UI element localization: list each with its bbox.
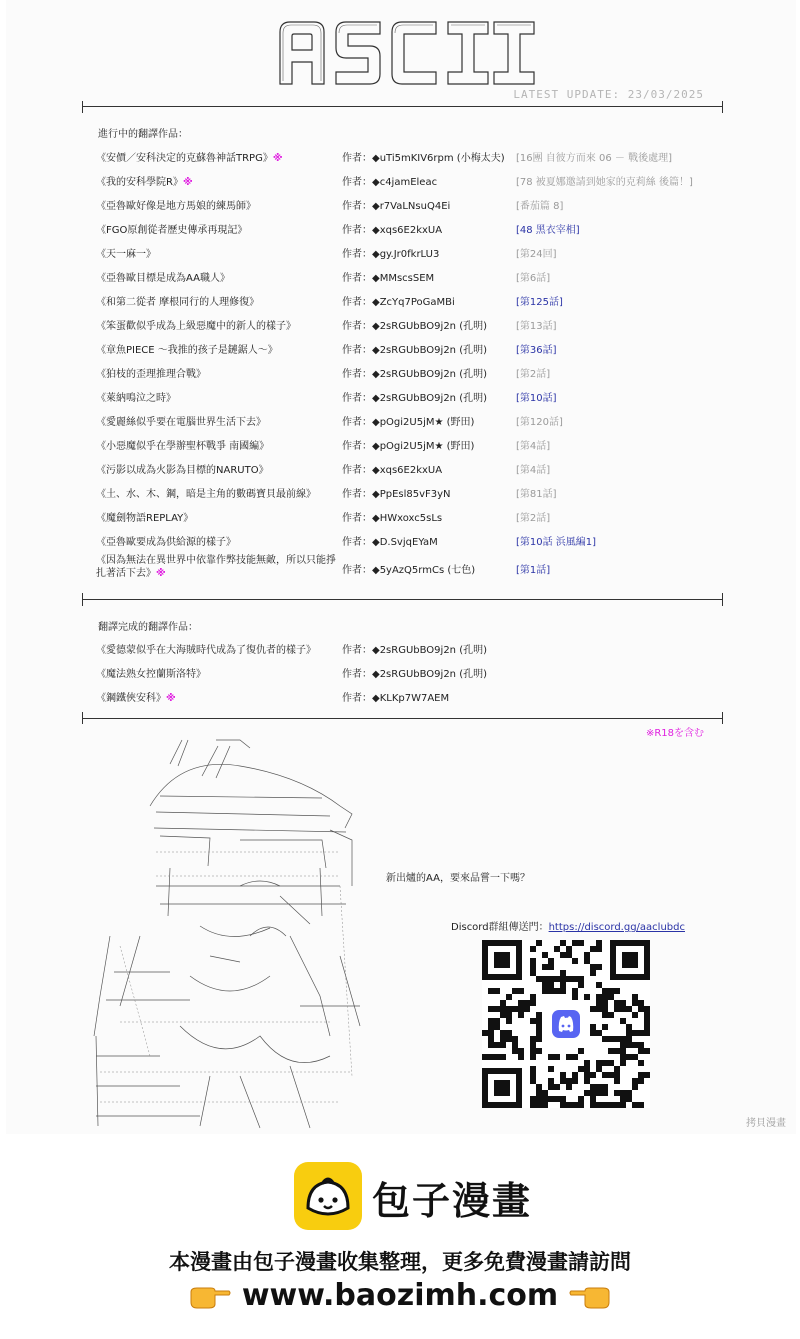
r18-mark: ※: [182, 177, 193, 188]
completed-title: 翻譯完成的翻譯作品：: [98, 622, 198, 633]
footer-url-row: [0, 1278, 800, 1313]
work-progress: [第24回]: [516, 249, 557, 260]
work-title-text: 《和第二從者 摩根同行的人理修復》: [96, 297, 260, 308]
work-title-text: 《小惡魔似乎在學辦聖杯戰爭 南國編》: [96, 441, 270, 452]
work-author: 作者：◆r7VaLNsuQ4Ei: [342, 201, 451, 212]
work-author: 作者：◆pOgi2U5jM★ (野田): [342, 417, 475, 428]
work-title[interactable]: [96, 197, 336, 212]
work-title[interactable]: [96, 509, 336, 524]
index-sheet: [6, 0, 796, 1134]
list-item: [96, 365, 716, 387]
work-title[interactable]: [96, 389, 336, 404]
r18-note: ※R18を含む: [645, 728, 704, 739]
work-title[interactable]: [96, 554, 336, 580]
work-title-text: 《我的安科學院R》: [96, 177, 183, 188]
footer-url[interactable]: www.baozimh.com: [241, 1278, 559, 1313]
work-title[interactable]: [96, 317, 336, 332]
work-title-text: 《魔劍物語REPLAY》: [96, 513, 194, 524]
work-title[interactable]: [96, 149, 336, 164]
work-progress: [第4話]: [516, 441, 551, 452]
work-title-text: 《亞魯歐目標是成為AA職人》: [96, 273, 230, 284]
work-title-text: 《天一麻一》: [96, 249, 156, 260]
list-item: [96, 269, 716, 291]
work-title-text: 《因為無法在異世界中依靠作弊技能無敵，所以只能掙扎著活下去》: [96, 555, 336, 579]
work-title-text: 《章魚PIECE ～我推的孩子是鏈鋸人～》: [96, 345, 278, 356]
work-title-text: 《FGO原創從者歷史傳承再現記》: [96, 225, 248, 236]
work-title[interactable]: [96, 245, 336, 260]
list-item: [96, 555, 716, 583]
work-author: 作者：◆PpEsl85vF3yN: [342, 489, 451, 500]
work-title-text: 《污影以成為火影為目標的NARUTO》: [96, 465, 269, 476]
work-author: 作者：◆KLKp7W7AEM: [342, 693, 450, 704]
list-item: [96, 173, 716, 195]
work-author: 作者：◆gy.Jr0fkrLU3: [342, 249, 440, 260]
work-author: 作者：◆ZcYq7PoGaMBi: [342, 297, 455, 308]
work-author: 作者：◆2sRGUbBO9j2n (孔明): [342, 345, 488, 356]
work-author: 作者：◆uTi5mKIV6rpm (小梅太夫): [342, 153, 505, 164]
work-author: 作者：◆2sRGUbBO9j2n (孔明): [342, 645, 488, 656]
list-item: [96, 197, 716, 219]
pointing-hand-right-icon: [189, 1284, 231, 1310]
pointing-hand-left-icon: [569, 1284, 611, 1310]
brand-name: 包子漫畫: [372, 1179, 533, 1223]
work-progress: [第120話]: [516, 417, 563, 428]
source-credit: 拷貝漫畫: [746, 1118, 786, 1129]
work-title-text: 《笨蛋歡似乎成為上級惡魔中的新人的樣子》: [96, 321, 296, 332]
work-progress[interactable]: [第1話]: [516, 565, 551, 576]
work-title[interactable]: [96, 269, 336, 284]
work-progress: [16團 自彼方而來 06 － 戰後處理]: [516, 153, 672, 164]
work-title[interactable]: [96, 665, 336, 680]
work-progress[interactable]: [第36話]: [516, 345, 557, 356]
list-item: [96, 485, 716, 507]
work-title-text: 《亞魯歐好像是地方馬娘的練馬師》: [96, 201, 256, 212]
work-title-text: 《愛德蒙似乎在大海賊時代成為了復仇者的樣子》: [96, 645, 316, 656]
work-author: 作者：◆xqs6E2kxUA: [342, 225, 443, 236]
work-progress: [第13話]: [516, 321, 557, 332]
list-item: [96, 245, 716, 267]
latest-update: LATEST UPDATE: 23/03/2025: [513, 88, 704, 101]
work-title[interactable]: [96, 413, 336, 428]
work-author: 作者：◆D.SvjqEYaM: [342, 537, 438, 548]
list-item: [96, 689, 716, 711]
work-title[interactable]: [96, 437, 336, 452]
footer-slogan: 本漫畫由包子漫畫收集整理，更多免費漫畫請訪問: [169, 1250, 631, 1274]
work-progress[interactable]: [第10話]: [516, 393, 557, 404]
work-title[interactable]: [96, 365, 336, 380]
work-progress: [78 被夏娜邀請到她家的克莉絲 後篇！]: [516, 177, 693, 188]
list-item: [96, 149, 716, 171]
list-item: [96, 641, 716, 663]
ascii-logo: [276, 18, 536, 88]
discord-link[interactable]: https://discord.gg/aaclubdc: [548, 922, 685, 933]
work-progress: [番茄篇 8]: [516, 201, 564, 212]
r18-mark: ※: [272, 153, 283, 164]
work-progress: [第2話]: [516, 369, 551, 380]
list-item: [96, 293, 716, 315]
work-progress: [第2話]: [516, 513, 551, 524]
list-item: [96, 461, 716, 483]
work-progress[interactable]: [第10話 浜風編1]: [516, 537, 597, 548]
baozi-logo-icon: [294, 1162, 362, 1230]
work-title-text: 《魔法熟女控蘭斯洛特》: [96, 669, 206, 680]
work-title[interactable]: [96, 485, 336, 500]
list-item: [96, 509, 716, 531]
list-item: [96, 665, 716, 687]
work-progress: [第4話]: [516, 465, 551, 476]
work-progress[interactable]: [48 黑衣宰相]: [516, 225, 580, 236]
work-author: 作者：◆c4jamEleac: [342, 177, 438, 188]
work-title-text: 《安價／安科決定的克蘇魯神話TRPG》: [96, 153, 273, 164]
work-author: 作者：◆5yAzQ5rmCs (七色): [342, 565, 476, 576]
work-author: 作者：◆2sRGUbBO9j2n (孔明): [342, 393, 488, 404]
work-title-text: 《鋼鐵俠安科》: [96, 693, 166, 704]
work-progress: [第81話]: [516, 489, 557, 500]
list-item: [96, 221, 716, 243]
work-title[interactable]: [96, 293, 336, 308]
list-item: [96, 317, 716, 339]
completed-section: [82, 599, 723, 719]
work-progress: [第6話]: [516, 273, 551, 284]
ongoing-section: [82, 106, 723, 600]
discord-link-row: [451, 918, 685, 933]
list-item: [96, 533, 716, 555]
ascii-art-character: [90, 736, 370, 1132]
list-item: [96, 437, 716, 459]
list-item: [96, 341, 716, 363]
discord-label: Discord群組傳送門：: [451, 922, 549, 933]
section-ticks: [82, 712, 723, 724]
ongoing-title: 進行中的翻譯作品：: [98, 129, 188, 140]
work-title[interactable]: [96, 533, 336, 548]
work-title-text: 《土、水、木、鋼，暗是主角的數碼寶貝最前線》: [96, 489, 316, 500]
work-title[interactable]: [96, 221, 336, 236]
work-author: 作者：◆HWxoxc5sLs: [342, 513, 443, 524]
r18-mark: ※: [156, 568, 166, 579]
work-title-text: 《萊納鳴泣之時》: [96, 393, 176, 404]
work-title-text: 《狛枝的歪理推理合戰》: [96, 369, 206, 380]
r18-mark: ※: [166, 693, 176, 704]
work-progress[interactable]: [第125話]: [516, 297, 563, 308]
aa-caption: 新出爐的AA，要來品嘗一下嗎？: [386, 873, 530, 884]
work-title[interactable]: [96, 641, 336, 656]
work-title[interactable]: [96, 689, 336, 704]
work-title-text: 《亞魯歐要成為供給源的樣子》: [96, 537, 236, 548]
work-author: 作者：◆2sRGUbBO9j2n (孔明): [342, 321, 488, 332]
work-title[interactable]: [96, 173, 336, 188]
work-author: 作者：◆pOgi2U5jM★ (野田): [342, 441, 475, 452]
work-title[interactable]: [96, 461, 336, 476]
work-author: 作者：◆2sRGUbBO9j2n (孔明): [342, 369, 488, 380]
work-title-text: 《愛麗絲似乎要在電腦世界生活下去》: [96, 417, 266, 428]
list-item: [96, 389, 716, 411]
work-author: 作者：◆MMscsSEM: [342, 273, 435, 284]
discord-qr-code[interactable]: [482, 940, 650, 1108]
list-item: [96, 413, 716, 435]
work-author: 作者：◆2sRGUbBO9j2n (孔明): [342, 669, 488, 680]
work-author: 作者：◆xqs6E2kxUA: [342, 465, 443, 476]
work-title[interactable]: [96, 341, 336, 356]
